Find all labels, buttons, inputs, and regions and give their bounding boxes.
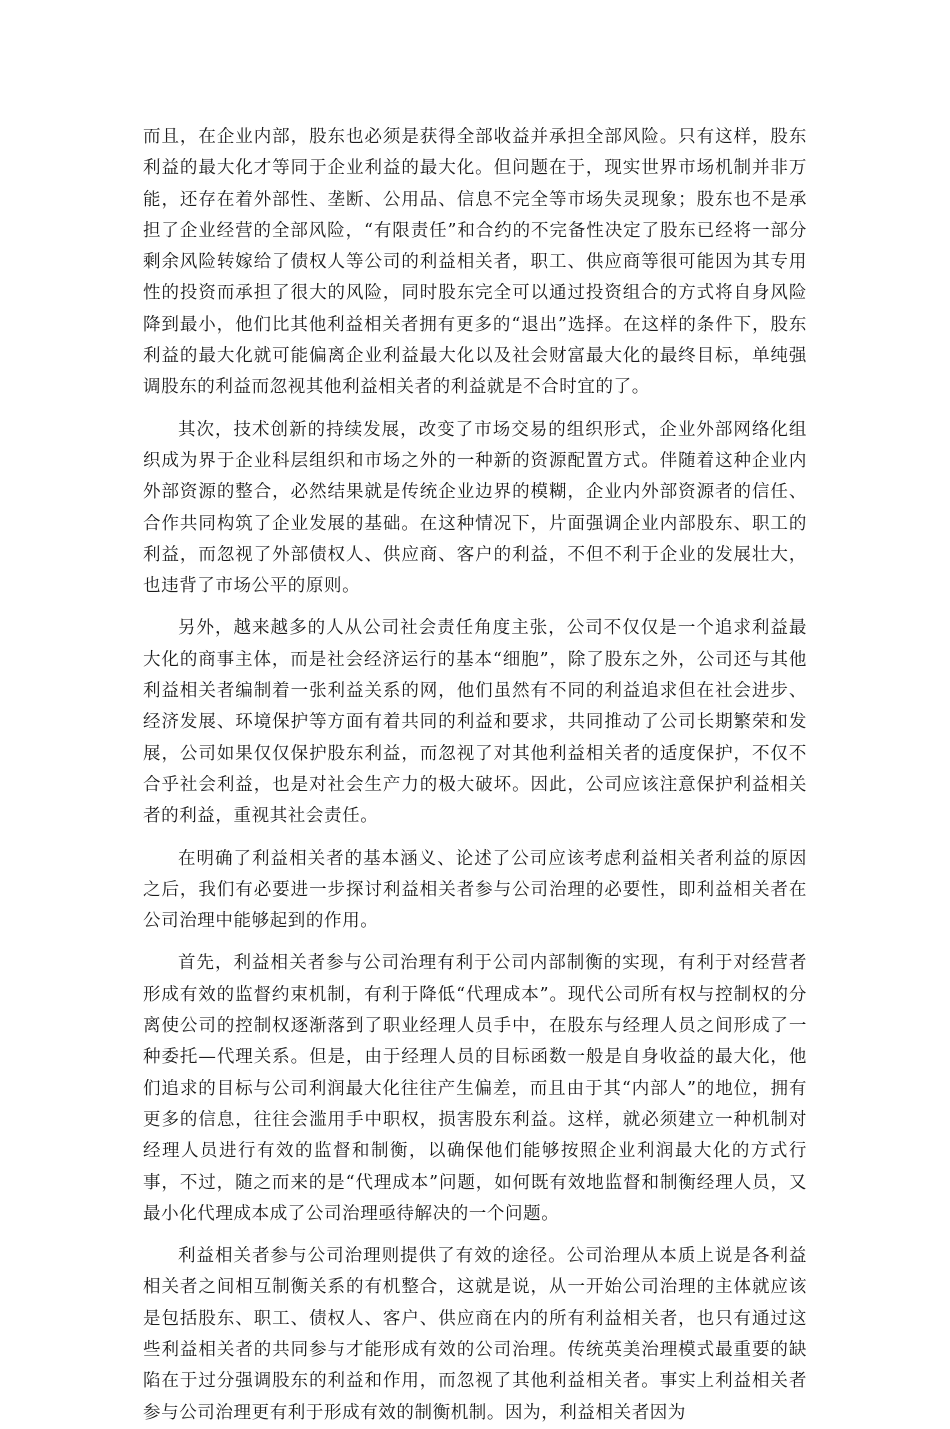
document-body (143, 122, 807, 1429)
paragraph-5: 首先，利益相关者参与公司治理有利于公司内部制衡的实现，有利于对经营者形成有效的监督约束机制，有利于降低“代理成本”。现代公司所有权与控制权的分离使公司的控制权逐渐落到了职业经理人员手中，在股东与经理人员之间形成了一种委托—代理关系。但是，由于经理人员的目标函数一般是自身收益的最大化，他们追求的目标与公司利润最大化往往产生偏差，而且由于其“内部人”的地位，拥有更多的信息，往往会滥用手中职权，损害股东利益。这样，就必须建立一种机制对经理人员进行有效的监督和制衡，以确保他们能够按照企业利润最大化的方式行事，不过，随之而来的是“代理成本”问题，如何既有效地监督和制衡经理人员，又最小化代理成本成了公司治理亟待解决的一个问题。 (143, 953, 807, 1224)
paragraph-3: 另外，越来越多的人从公司社会责任角度主张，公司不仅仅是一个追求利益最大化的商事主体，而是社会经济运行的基本“细胞”，除了股东之外，公司还与其他利益相关者编制着一张利益关系的网，他们虽然有不同的利益追求但在社会进步、经济发展、环境保护等方面有着共同的利益和要求，共同推动了公司长期繁荣和发展，公司如果仅仅保护股东利益，而忽视了对其他利益相关者的适度保护，不仅不合乎社会利益，也是对社会生产力的极大破坏。因此，公司应该注意保护利益相关者的利益，重视其社会责任。 (143, 618, 807, 827)
paragraph-2: 其次，技术创新的持续发展，改变了市场交易的组织形式，企业外部网络化组织成为界于企业科层组织和市场之外的一种新的资源配置方式。伴随着这种企业内外部资源的整合，必然结果就是传统企业边界的模糊，企业内外部资源者的信任、合作共同构筑了企业发展的基础。在这种情况下，片面强调企业内部股东、职工的利益，而忽视了外部债权人、供应商、客户的利益，不但不利于企业的发展壮大，也违背了市场公平的原则。 (143, 419, 807, 597)
paragraph-1: 而且，在企业内部，股东也必须是获得全部收益并承担全部风险。只有这样，股东利益的最大化才等同于企业利益的最大化。但问题在于，现实世界市场机制并非万能，还存在着外部性、垄断、公用品、信息不完全等市场失灵现象；股东也不是承担了企业经营的全部风险，“有限责任”和合约的不完备性决定了股东已经将一部分剩余风险转嫁给了债权人等公司的利益相关者，职工、供应商等很可能因为其专用性的投资而承担了很大的风险，同时股东完全可以通过投资组合的方式将自身风险降到最小，他们比其他利益相关者拥有更多的“退出”选择。在这样的条件下，股东利益的最大化就可能偏离企业利益最大化以及社会财富最大化的最终目标，单纯强调股东的利益而忽视其他利益相关者的利益就是不合时宜的了。 (143, 127, 807, 398)
paragraph-4: 在明确了利益相关者的基本涵义、论述了公司应该考虑利益相关者利益的原因之后，我们有必要进一步探讨利益相关者参与公司治理的必要性，即利益相关者在公司治理中能够起到的作用。 (143, 848, 807, 932)
paragraph-6: 利益相关者参与公司治理则提供了有效的途径。公司治理从本质上说是各利益相关者之间相互制衡关系的有机整合，这就是说，从一开始公司治理的主体就应该是包括股东、职工、债权人、客户、供应商在内的所有利益相关者，也只有通过这些利益相关者的共同参与才能形成有效的公司治理。传统英美治理模式最重要的缺陷在于过分强调股东的利益和作用，而忽视了其他利益相关者。事实上利益相关者参与公司治理更有利于形成有效的制衡机制。因为，利益相关者因为 (143, 1246, 807, 1423)
